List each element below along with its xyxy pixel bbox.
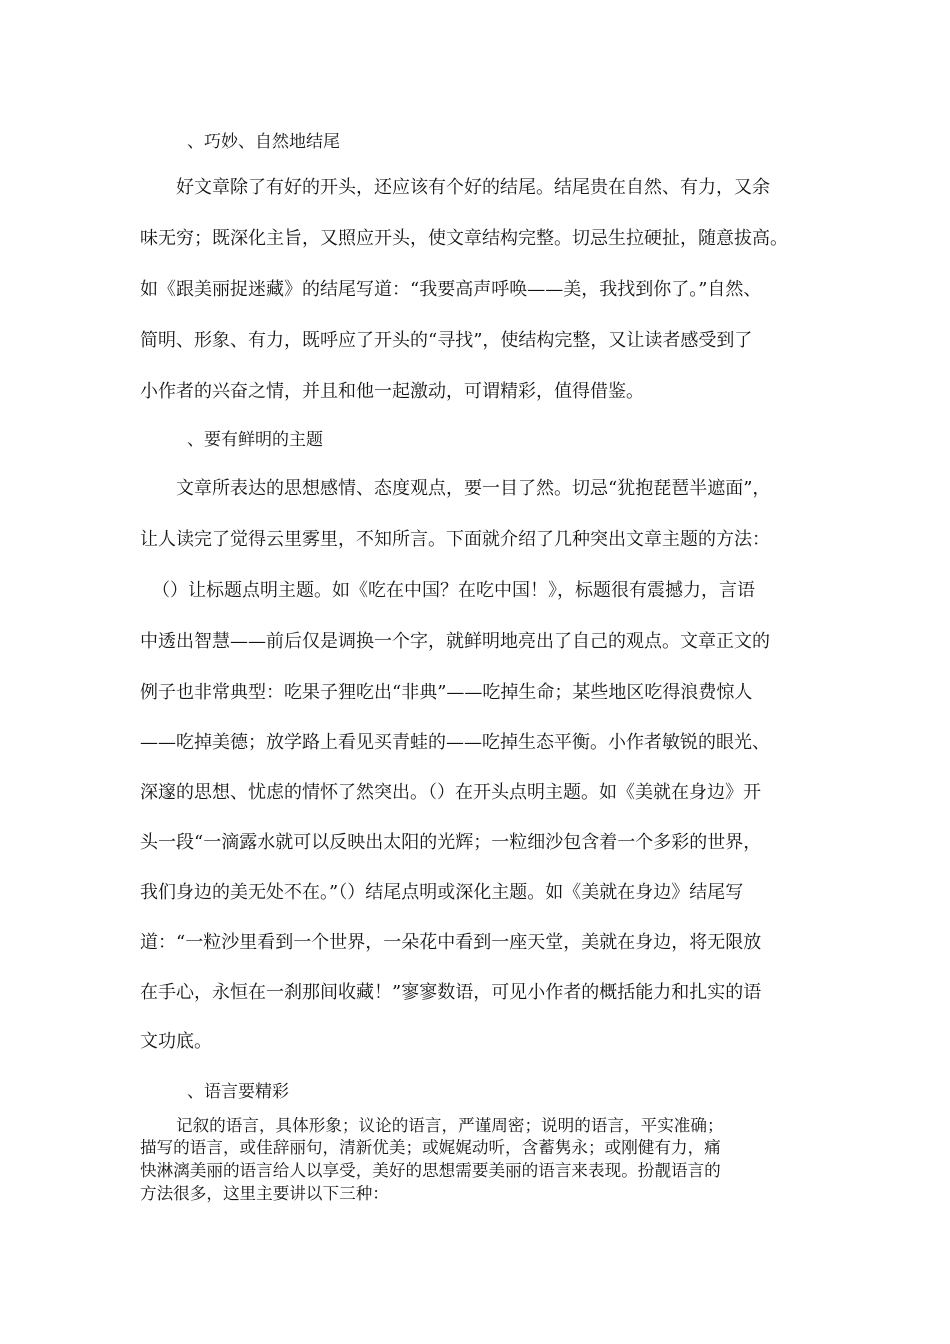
paragraph-line: 中透出智慧——前后仅是调换一个字，就鲜明地亮出了自己的观点。文章正文的 [140,631,770,652]
paragraph-line: 记叙的语言，具体形象；议论的语言，严谨周密；说明的语言，平实准确； [176,1116,724,1135]
section-heading-language: 、语言要精彩 [187,1082,289,1102]
paragraph-line: 道：“一粒沙里看到一个世界，一朵花中看到一座天堂，美就在身边，将无限放 [140,932,762,953]
paragraph-line: （）让标题点明主题。如《吃在中国？在吃中国！》，标题很有震撼力，言语 [152,580,755,601]
paragraph-line: 好文章除了有好的开头，还应该有个好的结尾。结尾贵在自然、有力，又余 [176,177,770,198]
paragraph-line: ——吃掉美德；放学路上看见买青蛙的——吃掉生态平衡。小作者敏锐的眼光、 [140,732,770,753]
paragraph-line: 简明、形象、有力，既呼应了开头的“寻找”，使结构完整，又让读者感受到了 [140,330,753,351]
paragraph-line: 深邃的思想、忧虑的情怀了然突出。（）在开头点明主题。如《美就在身边》开 [140,782,761,803]
section-heading-theme: 、要有鲜明的主题 [187,430,323,450]
paragraph-line: 例子也非常典型：吃果子狸吃出“非典”——吃掉生命；某些地区吃得浪费惊人 [140,682,753,703]
paragraph-line: 快淋漓美丽的语言给人以享受，美好的思想需要美丽的语言来表现。扮靓语言的 [140,1161,721,1180]
paragraph-line: 小作者的兴奋之情，并且和他一起激动，可谓精彩，值得借鉴。 [140,381,644,402]
paragraph-line: 在手心，永恒在一刹那间收藏！”寥寥数语，可见小作者的概括能力和扎实的语 [140,982,762,1003]
paragraph-line: 味无穷；既深化主旨，又照应开头，使文章结构完整。切忌生拉硬扯，随意拔高。 [140,228,788,249]
paragraph-line: 文章所表达的思想感情、态度观点，要一目了然。切忌“犹抱琵琶半遮面”， [176,478,771,499]
paragraph-line: 我们身边的美无处不在。”（）结尾点明或深化主题。如《美就在身边》结尾写 [140,882,744,903]
section-heading-ending: 、巧妙、自然地结尾 [187,132,340,152]
paragraph-line: 如《跟美丽捉迷藏》的结尾写道：“我要高声呼唤——美，我找到你了。”自然、 [140,279,762,300]
paragraph-line: 文功底。 [140,1031,212,1052]
paragraph-line: 方法很多，这里主要讲以下三种： [140,1184,389,1203]
paragraph-line: 描写的语言，或佳辞丽句，清新优美；或娓娓动听，含蓄隽永；或刚健有力，痛 [140,1138,721,1157]
paragraph-line: 让人读完了觉得云里雾里，不知所言。下面就介绍了几种突出文章主题的方法： [140,529,770,550]
paragraph-line: 头一段“一滴露水就可以反映出太阳的光辉；一粒细沙包含着一个多彩的世界， [140,832,762,853]
